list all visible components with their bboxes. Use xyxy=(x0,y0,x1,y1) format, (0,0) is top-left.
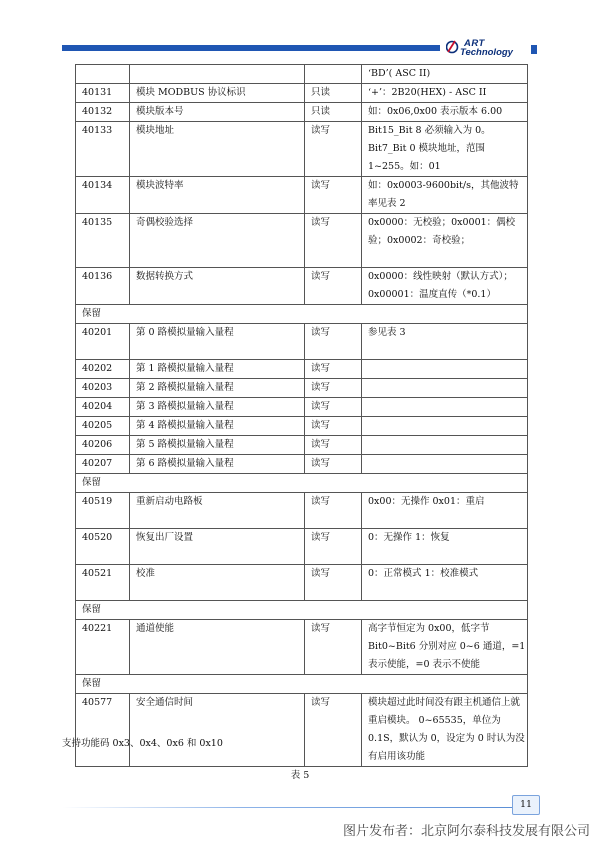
logo-mark-icon xyxy=(446,39,460,55)
name-cell: 安全通信时间 xyxy=(130,694,305,767)
name-cell: 第 5 路模拟量输入量程 xyxy=(130,436,305,455)
description-cell xyxy=(362,379,528,398)
table-row xyxy=(76,601,528,620)
description-cell xyxy=(362,455,528,474)
description-cell: 0：无操作 1：恢复 xyxy=(362,529,528,565)
access-cell: 读写 xyxy=(305,379,362,398)
description-cell xyxy=(362,360,528,379)
name-cell: 第 6 路模拟量输入量程 xyxy=(130,455,305,474)
name-cell: 奇偶校验选择 xyxy=(130,214,305,268)
description-cell: ‘BD’( ASC II) xyxy=(362,65,528,84)
reserved-cell: 保留 xyxy=(76,474,528,493)
name-cell: 模块地址 xyxy=(130,122,305,177)
access-cell: 读写 xyxy=(305,529,362,565)
description-cell: 如：0x06,0x00 表示版本 6.00 xyxy=(362,103,528,122)
address-cell: 40201 xyxy=(76,324,130,360)
table-row xyxy=(76,379,528,398)
function-code-note: 支持功能码 0x3、0x4、0x6 和 0x10 xyxy=(62,738,223,749)
table-row xyxy=(76,455,528,474)
address-cell: 40577 xyxy=(76,694,130,767)
footer-line xyxy=(62,807,512,808)
name-cell: 模块波特率 xyxy=(130,177,305,214)
address-cell: 40205 xyxy=(76,417,130,436)
access-cell: 读写 xyxy=(305,268,362,305)
description-cell xyxy=(362,436,528,455)
publisher-watermark: 图片发布者：北京阿尔泰科技发展有限公司 xyxy=(342,824,590,839)
register-table-body xyxy=(76,65,528,767)
table-row xyxy=(76,436,528,455)
table-row xyxy=(76,360,528,379)
address-cell: 40202 xyxy=(76,360,130,379)
name-cell: 校准 xyxy=(130,565,305,601)
name-cell: 重新启动电路板 xyxy=(130,493,305,529)
reserved-cell: 保留 xyxy=(76,305,528,324)
description-cell: 高字节恒定为 0x00，低字节 Bit0~Bit6 分别对应 0~6 通道，=1 表示使能，=0 表示不使能 xyxy=(362,620,528,675)
reserved-cell: 保留 xyxy=(76,675,528,694)
table-row xyxy=(76,324,528,360)
address-cell: 40521 xyxy=(76,565,130,601)
table-row xyxy=(76,84,528,103)
access-cell: 读写 xyxy=(305,398,362,417)
address-cell: 40133 xyxy=(76,122,130,177)
access-cell: 读写 xyxy=(305,493,362,529)
access-cell: 读写 xyxy=(305,694,362,767)
name-cell: 恢复出厂设置 xyxy=(130,529,305,565)
address-cell: 40131 xyxy=(76,84,130,103)
table-row xyxy=(76,268,528,305)
header-bar xyxy=(62,45,440,51)
table-row xyxy=(76,103,528,122)
description-cell: 0x0000：线性映射（默认方式）；0x00001：温度直传（*0.1） xyxy=(362,268,528,305)
reserved-cell: 保留 xyxy=(76,601,528,620)
table-caption: 表 5 xyxy=(290,770,310,781)
name-cell: 通道使能 xyxy=(130,620,305,675)
address-cell: 40221 xyxy=(76,620,130,675)
address-cell: 40203 xyxy=(76,379,130,398)
name-cell: 第 0 路模拟量输入量程 xyxy=(130,324,305,360)
table-row xyxy=(76,122,528,177)
table-row xyxy=(76,417,528,436)
table-row xyxy=(76,529,528,565)
access-cell: 读写 xyxy=(305,214,362,268)
address-cell: 40207 xyxy=(76,455,130,474)
address-cell: 40519 xyxy=(76,493,130,529)
name-cell: 第 4 路模拟量输入量程 xyxy=(130,417,305,436)
address-cell xyxy=(76,65,130,84)
name-cell: 第 3 路模拟量输入量程 xyxy=(130,398,305,417)
description-cell: 0x00：无操作 0x01：重启 xyxy=(362,493,528,529)
access-cell: 读写 xyxy=(305,122,362,177)
description-cell: 0：正常模式 1：校准模式 xyxy=(362,565,528,601)
table-row xyxy=(76,177,528,214)
address-cell: 40520 xyxy=(76,529,130,565)
description-cell: 参见表 3 xyxy=(362,324,528,360)
art-technology-logo xyxy=(446,38,526,60)
table-row xyxy=(76,675,528,694)
table-row xyxy=(76,214,528,268)
access-cell: 读写 xyxy=(305,324,362,360)
access-cell: 读写 xyxy=(305,417,362,436)
access-cell: 读写 xyxy=(305,177,362,214)
address-cell: 40135 xyxy=(76,214,130,268)
address-cell: 40136 xyxy=(76,268,130,305)
address-cell: 40206 xyxy=(76,436,130,455)
description-cell xyxy=(362,398,528,417)
description-cell: 0x0000：无校验；0x0001：偶校验；0x0002：奇校验； xyxy=(362,214,528,268)
table-row xyxy=(76,493,528,529)
table-row xyxy=(76,65,528,84)
logo-bottom-text: Technology xyxy=(460,47,513,58)
description-cell: ‘+’：2B20(HEX) - ASC II xyxy=(362,84,528,103)
address-cell: 40132 xyxy=(76,103,130,122)
logo-top-text: ART xyxy=(464,38,485,49)
table-row xyxy=(76,620,528,675)
description-cell xyxy=(362,417,528,436)
header-square xyxy=(531,45,537,54)
address-cell: 40134 xyxy=(76,177,130,214)
name-cell: 第 1 路模拟量输入量程 xyxy=(130,360,305,379)
access-cell xyxy=(305,65,362,84)
table-row xyxy=(76,565,528,601)
access-cell: 读写 xyxy=(305,436,362,455)
name-cell: 模块 MODBUS 协议标识 xyxy=(130,84,305,103)
name-cell xyxy=(130,65,305,84)
access-cell: 读写 xyxy=(305,620,362,675)
table-row xyxy=(76,305,528,324)
description-cell: 如：0x0003-9600bit/s，其他波特率见表 2 xyxy=(362,177,528,214)
table-row xyxy=(76,474,528,493)
name-cell: 数据转换方式 xyxy=(130,268,305,305)
access-cell: 读写 xyxy=(305,565,362,601)
access-cell: 读写 xyxy=(305,360,362,379)
access-cell: 只读 xyxy=(305,103,362,122)
description-cell: 模块超过此时间没有跟主机通信上就重启模块。 0~65535，单位为 0.1S，默认为 0，设定为 0 时认为没有启用该功能 xyxy=(362,694,528,767)
description-cell: Bit15_Bit 8 必须输入为 0。Bit7_Bit 0 模块地址，范围 1~255。如：01 xyxy=(362,122,528,177)
name-cell: 第 2 路模拟量输入量程 xyxy=(130,379,305,398)
register-table xyxy=(75,64,528,767)
page-number: 11 xyxy=(512,795,540,815)
name-cell: 模块版本号 xyxy=(130,103,305,122)
table-row xyxy=(76,398,528,417)
access-cell: 只读 xyxy=(305,84,362,103)
access-cell: 读写 xyxy=(305,455,362,474)
table-row xyxy=(76,694,528,767)
address-cell: 40204 xyxy=(76,398,130,417)
